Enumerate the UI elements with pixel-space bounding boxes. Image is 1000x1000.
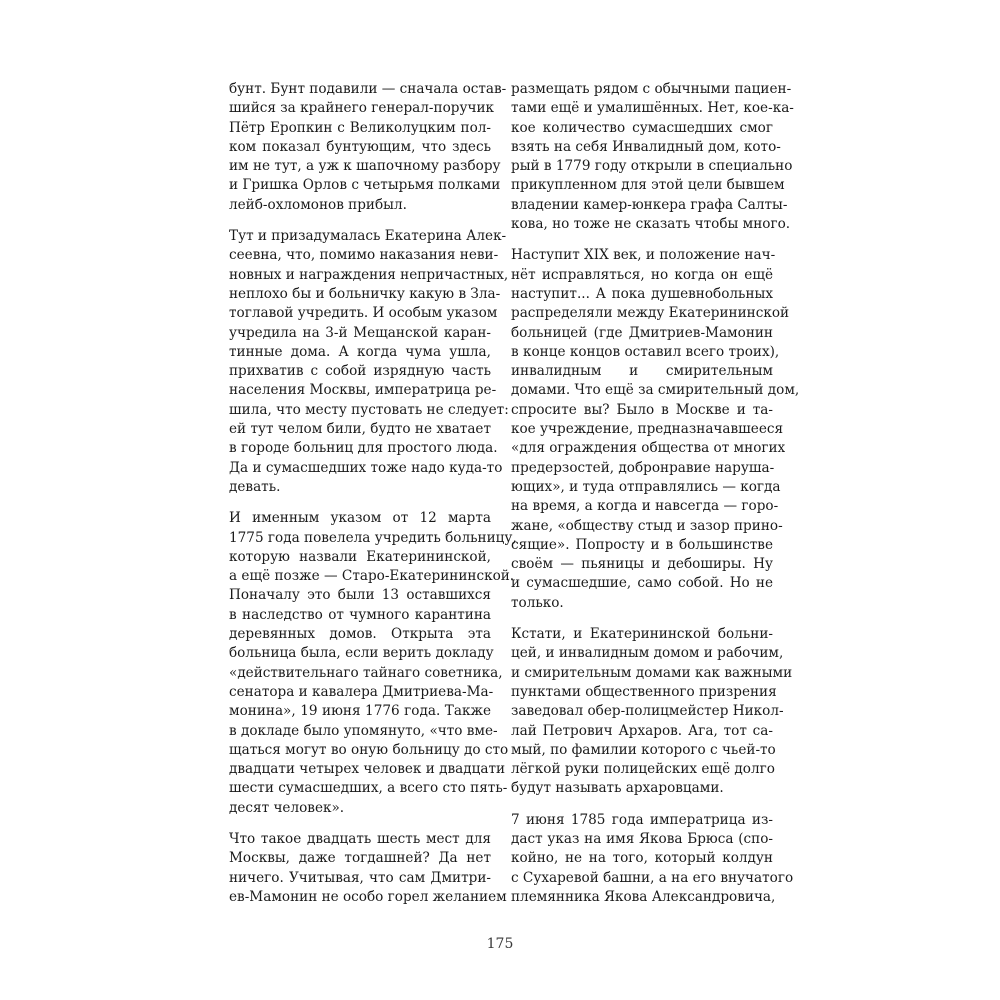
paragraph	[229, 830, 507, 907]
text-line: лёгкой руки полицейских ещё долго	[511, 761, 775, 778]
text-line: и сумасшедшие, само собой. Но не	[511, 575, 773, 592]
text-line: Наступит XIX век, и положение нач-	[511, 247, 776, 264]
text-line: сящие». Попросту и в большинстве	[511, 536, 773, 553]
text-line: ющих», и туда отправлялись — когда	[511, 478, 781, 495]
text-line: Пётр Еропкин с Великолуцким пол-	[229, 119, 491, 136]
text-line: шести сумасшедших, а всего сто пять-	[229, 780, 508, 797]
text-line: тинные дома. А когда чума ушла,	[229, 343, 491, 360]
text-line: и смирительным домами как важными	[511, 664, 793, 681]
text-line: шила, что месту пустовать не следует:	[229, 401, 509, 418]
text-line: И именным указом от 12 марта	[229, 510, 491, 527]
text-line: с Сухаревой башни, а на его внучатого	[511, 869, 794, 886]
paragraph	[229, 80, 507, 215]
text-line: тоглавой учредить. И особым указом	[229, 305, 498, 322]
text-line: прихватив с собой изрядную часть	[229, 363, 491, 380]
text-line: и Гришка Орлов с четырьмя полками	[229, 177, 501, 194]
paragraph	[511, 811, 794, 907]
text-line: неплохо бы и больничку какую в Зла-	[229, 285, 501, 302]
text-line: наступит... А пока душевнобольных	[511, 285, 773, 302]
text-line: Тут и призадумалась Екатерина Алек-	[229, 228, 507, 245]
text-line: распределяли между Екатерининской	[511, 305, 790, 322]
text-line: 1775 года повелела учредить больницу,	[229, 529, 517, 546]
text-line: больница была, если верить докладу	[229, 645, 494, 662]
text-line: даст указ на имя Якова Брюса (спо-	[511, 830, 773, 847]
text-line: в городе больниц для простого люда.	[229, 440, 498, 457]
text-line: жане, «обществу стыд и зазор прино-	[511, 517, 783, 534]
text-line: ком показал бунтующим, что здесь	[229, 138, 491, 155]
paragraph	[229, 227, 509, 497]
text-line: предерзостей, добронравие наруша-	[511, 459, 775, 476]
text-line: 7 июня 1785 года императрица из-	[511, 811, 773, 828]
text-line: Поначалу это были 13 оставшихся	[229, 587, 491, 604]
text-line: лай Петрович Архаров. Ага, тот са-	[511, 722, 773, 739]
text-line: в наследство от чумного карантина	[229, 606, 491, 623]
text-line: мый, по фамилии которого с чьей-то	[511, 741, 776, 758]
text-line: шийся за крайнего генерал-поручик	[229, 100, 494, 117]
text-line: рый в 1779 году открыли в специально	[511, 158, 793, 175]
text-line: спросите вы? Было в Москве и та-	[511, 401, 773, 418]
text-line: владении камер-юнкера графа Салты-	[511, 196, 788, 213]
text-line: бунт. Бунт подавили — сначала остав-	[229, 81, 507, 97]
text-line: тами ещё и умалишённых. Нет, кое-ка-	[511, 100, 794, 117]
text-line: Кстати, и Екатерининской больни-	[511, 626, 773, 643]
text-line: размещать рядом с обычными пациен-	[511, 81, 792, 97]
text-line: только.	[511, 594, 564, 611]
text-line: им не тут, а уж к шапочному разбору	[229, 158, 501, 175]
text-line: девать.	[229, 478, 281, 495]
text-line: в конце концов оставил всего троих),	[511, 343, 780, 360]
text-line: новных и награждения непричастных,	[229, 266, 509, 283]
paragraph	[511, 80, 794, 234]
text-line: сеевна, что, помимо наказания неви-	[229, 247, 499, 264]
text-line: больницей (где Дмитриев-Мамонин	[511, 324, 773, 341]
text-line: а ещё позже — Старо-Екатерининской.	[229, 568, 515, 585]
paragraph	[229, 509, 517, 818]
text-line: инвалидным и смирительным	[511, 363, 773, 380]
text-line: населения Москвы, императрица ре-	[229, 382, 497, 399]
text-line: лейб-охломонов прибыл.	[229, 196, 407, 213]
text-line: в докладе было упомянуто, «что вме-	[229, 722, 498, 739]
text-line: прикупленном для этой цели бывшем	[511, 177, 785, 194]
text-line: щаться могут во оную больницу до сто	[229, 741, 509, 758]
text-line: «для ограждения общества от многих	[511, 440, 786, 457]
text-line: ничего. Учитывая, что сам Дмитри-	[229, 869, 491, 886]
text-line: деревянных домов. Открыта эта	[229, 626, 491, 643]
text-line: койно, не на того, который колдун	[511, 850, 773, 867]
left-text-column	[229, 80, 517, 919]
text-line: племянника Якова Александровича,	[511, 888, 776, 905]
text-line: ей тут челом били, будто не хватает	[229, 421, 491, 438]
paragraph	[511, 246, 800, 613]
text-line: кое учреждение, предназначавшееся	[511, 421, 784, 438]
text-line: Москвы, даже тогдашней? Да нет	[229, 850, 491, 867]
text-line: нёт исправляться, но когда он ещё	[511, 266, 773, 283]
text-line: кое количество сумасшедших смог	[511, 119, 773, 136]
text-line: сенатора и кавалера Дмитриева-Ма-	[229, 683, 494, 700]
text-line: учредила на 3-й Мещанской каран-	[229, 324, 491, 341]
text-line: пунктами общественного призрения	[511, 683, 777, 700]
right-text-column	[511, 80, 800, 919]
page-number: 175	[486, 936, 514, 952]
text-line: взять на себя Инвалидный дом, кото-	[511, 138, 781, 155]
text-line: которую назвали Екатерининской,	[229, 548, 491, 565]
text-line: на время, а когда и навсегда — горо-	[511, 498, 779, 515]
paragraph	[511, 625, 793, 799]
text-line: домами. Что ещё за смирительный дом,	[511, 382, 800, 399]
text-line: ев-Мамонин не особо горел желанием	[229, 888, 507, 905]
text-line: заведовал обер-полицмейстер Никол-	[511, 703, 784, 720]
text-line: будут называть архаровцами.	[511, 780, 724, 797]
text-line: своём — пьяницы и дебоширы. Ну	[511, 556, 773, 573]
text-line: кова, но тоже не сказать чтобы много.	[511, 216, 791, 233]
text-line: цей, и инвалидным домом и рабочим,	[511, 645, 784, 662]
text-line: двадцати четырех человек и двадцати	[229, 761, 506, 778]
text-line: монина», 19 июня 1776 года. Также	[229, 703, 491, 720]
text-line: Что такое двадцать шесть мест для	[229, 830, 491, 847]
text-line: Да и сумасшедших тоже надо куда-то	[229, 459, 503, 476]
text-line: «действительнаго тайнаго советника,	[229, 664, 503, 681]
text-line: десят человек».	[229, 799, 345, 816]
